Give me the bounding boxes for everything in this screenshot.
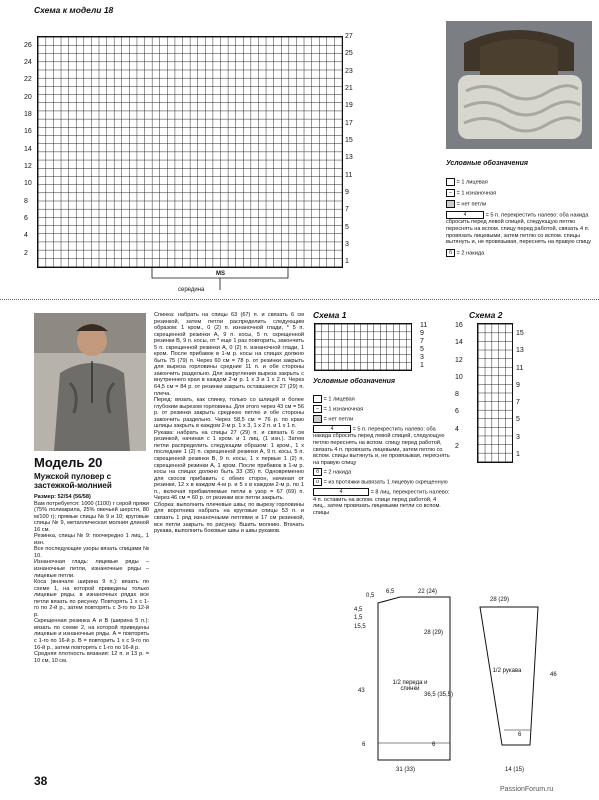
- dim-right-a: 28 (29): [424, 630, 444, 636]
- scheme-1-row-numbers: 11 9 7 5 3 1: [420, 322, 428, 369]
- back-text: Спинка: набрать на спицы 63 (67) п. и связать 6 см резинкой, затем петли распределить следующим образом: 1 кром., 0 (2) п. изнаночной глади, * 5 п. скрещенной резинки А, 9 п. косы, 5 п. скрещенной резинки В, 9 п. косы, от * еще 1 раз повторить, закончить 5 п. скрещенной резинки А, 0 (2) п. изнаночной глади, 1 кром. После прибавок в 1-м р. косы на спицах должно быть 75 (79) п. Через 60 см = 78 р. от резинки закрыть для выреза горловины средние 11 п. и обе стороны закончить раздельно. Для закругления выреза закрыть с внутреннего края в каждом 2-м р. 1 х 3 и 1 х 2 п. Через 64,5 см = 84 р. от резинки закрыть оставшиеся 27 (29) п. плеча.: [154, 312, 304, 397]
- purl-symbol-icon: –: [313, 405, 322, 413]
- legend-18: = 1 лицевая – = 1 изнаночная = нет петли 4 = 5 п. перекрестить налево: оба накида сбросить перед левой спицей, следующую петлю переснять на вспом. спицу перед работой, связать 4 п. провязать лицевыми, затем петлю со вспом. спицы вытянуть и, не провязывая, переснять на правую спицу б = 2 накида: [446, 179, 592, 257]
- double-yo-symbol-icon: б: [313, 468, 322, 476]
- knit-symbol-icon: [446, 178, 455, 186]
- dim-sleeve-six: 6: [518, 732, 522, 738]
- pattern-schematic: [330, 585, 599, 785]
- scheme-1-chart: [314, 323, 412, 371]
- rev-stitch-text: Изнаночная гладь: лицевые ряды – изнаночные петли, изнаночные ряды – лицевые петли.: [34, 559, 149, 579]
- size-line: Размер: 52/54 (56/58): [34, 494, 91, 500]
- dim-top-c: 22 (24): [418, 589, 438, 595]
- dim-sleeve-bottom: 14 (15): [505, 767, 525, 773]
- ms-label: MS: [216, 271, 225, 277]
- man-sweater-photo-icon: [34, 313, 146, 451]
- front-text: Перед: вязать, как спинку, только со шлицей и более глубоким вырезом горловины. Для этого через 43 см = 56 р. от резинки закрыть среднюю петлю и обе стороны закончить раздельно. Через 58,5 см = 76 р. по краю шлицы закрыть в каждом 2-м р. 1 х 3, 1 х 2 п. и 1 х 1 п.: [154, 397, 304, 430]
- purl-symbol-icon: –: [446, 189, 455, 197]
- knit-symbol-icon: [313, 395, 322, 403]
- scheme-2-title: Схема 2: [469, 310, 503, 320]
- cross-left-symbol-icon: 4: [446, 211, 484, 219]
- cable-a-text: Коса (вначале ширина 9 п.): вязать по схеме 1, на которой приведены только лицевые ряды, в изнаночных рядах все петли вязать по рисунку. Повторять 1 х с 1-го по 2-й р., затем повторять с 3-го по 12-й р.: [34, 579, 149, 618]
- scheme-2-chart: [477, 323, 513, 463]
- double-yo-symbol-icon: б: [446, 249, 455, 257]
- dim-sleeve-top: 28 (29): [490, 597, 510, 603]
- scheme-18-left-row-numbers: 26 24 22 20 18 16 14 12 10 8 6 4 2: [24, 42, 32, 257]
- dim-left-a: 4,5: [354, 607, 363, 613]
- dim-bottom: 31 (33): [396, 767, 416, 773]
- scheme-2-left-row-numbers: 16 14 12 10 8 6 4 2: [455, 322, 463, 450]
- instructions-column: [154, 312, 304, 535]
- dim-right-b: 36,5 (35,5): [424, 692, 454, 698]
- twisted-knit-symbol-icon: ʊ: [313, 478, 322, 486]
- scheme-18-chart: [37, 36, 343, 268]
- dim-six-2: 6: [432, 742, 436, 748]
- materials-text: Вам потребуется: 1000 (1100) г серой пряжи (75% полиакрила, 25% овечьей шерсти, 80 м/100 г); прямые спицы № 9 и 10; круговые спицы № 9, металлическая молния длиной 16 см.: [34, 500, 149, 533]
- assembly-text: Сборка: выполнить плечевые швы; по вырезу горловины для воротника набрать на круговые спицы 53 п. и связать 1 ряд изнаночными петлями и 17 см резинкой, все петли закрыть по рисунку. Вшить молнию. Втачать рукава, выполнить боковые швы и швы рукавов.: [154, 501, 304, 535]
- rib-text: Резинка, спицы № 9: поочередно 1 лиц., 1 изн.: [34, 533, 149, 546]
- cross-left-symbol-icon: 4: [313, 425, 351, 433]
- scheme-1-title: Схема 1: [313, 310, 347, 320]
- dim-left-b: 1,5: [354, 615, 363, 621]
- section-divider: [0, 299, 599, 300]
- no-stitch-symbol-icon: [446, 200, 455, 208]
- pillow-illustration-icon: [446, 21, 592, 149]
- pillow-photo: [446, 21, 592, 149]
- model-subtitle: Мужской пуловер с застежкой-молнией: [34, 472, 112, 490]
- dim-top-a: 0,5: [366, 593, 375, 599]
- dim-height: 43: [358, 688, 365, 694]
- cross8-symbol-icon: 4: [313, 488, 369, 496]
- scheme-18-right-row-numbers: 27 25 23 21 19 17 15 13 11 9 7 5 3 1: [345, 33, 353, 265]
- sleeve-label: 1/2 рукава: [492, 668, 522, 674]
- sleeves-text: Рукава: набрать на спицы 27 (29) п. и связать 6 см резинкой, начиная с 1 кром. и 1 лиц. (1 изн.). Затем петли распределить следующим образом: 1 кром., 1 х последние 1 (2) п. скрещенной резинки А, 9 п. косы, 5 п. скрещенной резинки В, 9 п. косы, 1 х первые 1 (2) п. скрещенной резинки А, 1 кром. После прибавок в 1-м р. косы на спицах должно быть 33 (35) п. Одновременно для скосов прибавить с обеих сторон, начиная от резинки, 12 х в каждом 4-м р. и 5 х в каждом 2-м р. по 1 п., включая прибавляемые петли в узор = 67 (69) п. Через 46 см = 60 р. от резинки все петли закрыть.: [154, 429, 304, 502]
- legend-20-title: Условные обозначения: [313, 378, 396, 385]
- gauge-text: Средняя плотность вязания: 12 п. и 13 р. = 10 см, 10 см.: [34, 651, 149, 664]
- cable-b-text: Скрещенная резинка А и В (ширина 5 п.): вязать по схеме 2, на которой приведены лицевые и изнаночные ряды. А = повторять с 1-го по 16-й р. В = повторить 1 х с 9-го по 16-й р., затем повторять с 1-го по 16-й р.: [34, 618, 149, 651]
- model-20-photo: [34, 313, 146, 451]
- model-specs: [34, 494, 149, 664]
- legend-20: = 1 лицевая – = 1 изнаночная = нет петли 4 = 5 п. перекрестить налево: оба накида сбросить перед левой спицей, следующую петлю переснять на вспом. спицу перед работой, связать 4 п. провязать лицевыми, затем петлю со вспом. спицы вытянуть и, не провязывая, переснять на правую спицу б = 2 накида ʊ = из протяжки вывязать 1 лицевую скрещенную 4 = 8 лиц. перекрестить налево: 4 п. оставить на вспом. спице перед работой, 4 лиц., затем провязать лицевыми петли со вспом. спицы: [313, 396, 450, 516]
- dim-six-1: 6: [362, 742, 366, 748]
- pattern-note: Все последующие узоры вязать спицами № 10.: [34, 546, 149, 559]
- dim-top-b: 6,5: [386, 589, 395, 595]
- scheme-18-title: Схема к модели 18: [34, 5, 114, 15]
- legend-18-title: Условные обозначения: [446, 160, 529, 167]
- front-back-label: 1/2 переда и спинки: [392, 680, 428, 692]
- page-number: 38: [34, 774, 48, 788]
- dim-left-c: 15,5: [354, 624, 366, 630]
- center-label: середина: [178, 287, 205, 293]
- model-title: Модель 20: [34, 455, 103, 470]
- no-stitch-symbol-icon: [313, 415, 322, 423]
- watermark: PassionForum.ru: [500, 786, 554, 793]
- scheme-2-right-row-numbers: 15 13 11 9 7 5 3 1: [516, 330, 524, 458]
- dim-sleeve-height: 46: [550, 672, 557, 678]
